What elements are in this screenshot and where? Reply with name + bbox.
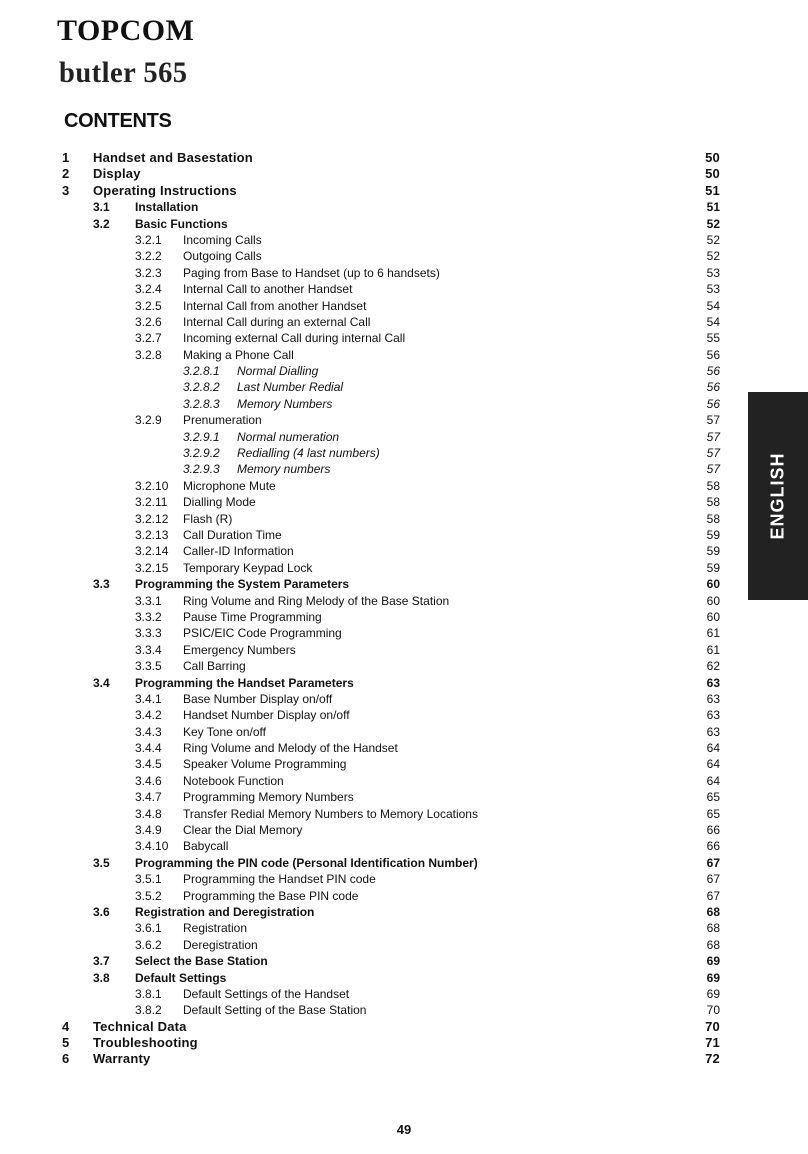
toc-entry bbox=[62, 773, 720, 789]
toc-entry-title: Temporary Keypad Lock bbox=[183, 560, 313, 575]
toc-entry bbox=[62, 396, 720, 412]
page-number: 49 bbox=[396, 1122, 412, 1137]
table-of-contents bbox=[62, 150, 720, 1068]
toc-entry-number: 3.3.4 bbox=[135, 642, 162, 657]
company-logo: TOPCOM bbox=[57, 14, 195, 47]
toc-entry-page: 58 bbox=[706, 495, 720, 510]
toc-entry-page: 64 bbox=[706, 757, 720, 772]
toc-entry-number: 3.2.3 bbox=[135, 265, 162, 280]
toc-entry-title: Incoming Calls bbox=[183, 232, 262, 247]
toc-entry-number: 3.2.8.1 bbox=[183, 364, 220, 379]
toc-entry-number: 3.2.9.2 bbox=[183, 446, 220, 461]
toc-entry-page: 53 bbox=[706, 282, 720, 297]
toc-entry-title: Default Settings bbox=[135, 970, 227, 985]
toc-entry-page: 57 bbox=[706, 462, 720, 477]
toc-entry-page: 50 bbox=[705, 150, 720, 165]
toc-entry-number: 3.2.8 bbox=[135, 347, 162, 362]
toc-entry-page: 66 bbox=[706, 823, 720, 838]
toc-entry-title: Notebook Function bbox=[183, 773, 284, 788]
toc-entry-number: 3.2.9.1 bbox=[183, 429, 220, 444]
toc-entry-page: 68 bbox=[706, 937, 720, 952]
toc-entry bbox=[62, 216, 720, 232]
toc-entry bbox=[62, 379, 720, 395]
toc-entry-number: 3.2.13 bbox=[135, 527, 169, 542]
toc-entry-title: Programming the System Parameters bbox=[135, 577, 350, 592]
toc-entry bbox=[62, 756, 720, 772]
toc-entry bbox=[62, 527, 720, 543]
toc-entry bbox=[62, 363, 720, 379]
toc-entry-title: Internal Call during an external Call bbox=[183, 314, 371, 329]
toc-entry-page: 62 bbox=[706, 659, 720, 674]
toc-entry-number: 3.2.8.3 bbox=[183, 396, 220, 411]
toc-entry-page: 59 bbox=[706, 560, 720, 575]
toc-entry bbox=[62, 281, 720, 297]
toc-entry-number: 3.5 bbox=[93, 855, 110, 870]
toc-entry-number: 3.2.8.2 bbox=[183, 380, 220, 395]
toc-entry bbox=[62, 986, 720, 1002]
toc-entry-number: 3.4.10 bbox=[135, 839, 169, 854]
brand-logo bbox=[57, 14, 197, 94]
toc-entry-number: 3.2.9 bbox=[135, 413, 162, 428]
toc-entry-number: 3.2.1 bbox=[135, 232, 162, 247]
toc-entry-title: Paging from Base to Handset (up to 6 handsets) bbox=[183, 265, 440, 280]
toc-entry-title: Programming the Base PIN code bbox=[183, 888, 359, 903]
toc-entry bbox=[62, 347, 720, 363]
toc-entry-title: Programming the Handset Parameters bbox=[135, 675, 354, 690]
toc-entry-number: 3.2.5 bbox=[135, 298, 162, 313]
toc-entry bbox=[62, 675, 720, 691]
toc-entry-number: 3.7 bbox=[93, 954, 110, 969]
toc-entry-number: 1 bbox=[62, 150, 70, 165]
toc-entry-page: 56 bbox=[706, 347, 720, 362]
toc-entry-page: 55 bbox=[706, 331, 720, 346]
toc-entry bbox=[62, 560, 720, 576]
toc-entry-page: 63 bbox=[706, 724, 720, 739]
toc-entry-page: 69 bbox=[706, 970, 720, 985]
toc-entry bbox=[62, 265, 720, 281]
toc-entry-title: Call Duration Time bbox=[183, 527, 282, 542]
toc-entry-page: 71 bbox=[705, 1035, 720, 1051]
toc-entry-number: 3.4.5 bbox=[135, 757, 162, 772]
toc-entry-number: 3.5.1 bbox=[135, 872, 162, 887]
toc-entry-page: 68 bbox=[706, 921, 720, 936]
toc-entry bbox=[62, 789, 720, 805]
toc-entry-number: 6 bbox=[62, 1051, 70, 1067]
toc-entry-page: 50 bbox=[705, 166, 720, 182]
toc-entry-title: Flash (R) bbox=[183, 511, 233, 526]
toc-entry-page: 59 bbox=[706, 527, 720, 542]
toc-entry-title: Memory Numbers bbox=[237, 396, 333, 411]
toc-entry-title: Emergency Numbers bbox=[183, 642, 296, 657]
toc-entry bbox=[62, 593, 720, 609]
toc-entry-page: 65 bbox=[706, 806, 720, 821]
toc-entry-number: 3.1 bbox=[93, 200, 110, 215]
toc-entry-number: 5 bbox=[62, 1035, 70, 1051]
toc-entry bbox=[62, 461, 720, 477]
toc-entry-number: 3.2.7 bbox=[135, 331, 162, 346]
toc-entry bbox=[62, 920, 720, 936]
toc-entry-title: Registration bbox=[183, 921, 248, 936]
toc-entry-title: Display bbox=[93, 166, 141, 182]
toc-entry bbox=[62, 478, 720, 494]
toc-entry-page: 65 bbox=[706, 790, 720, 805]
toc-entry bbox=[62, 232, 720, 248]
toc-entry-number: 3.6 bbox=[93, 904, 110, 919]
toc-entry-page: 60 bbox=[706, 609, 720, 624]
toc-entry-title: Default Settings of the Handset bbox=[183, 986, 350, 1001]
toc-entry-number: 3.6.2 bbox=[135, 937, 162, 952]
toc-entry-title: Technical Data bbox=[93, 1018, 187, 1034]
toc-entry bbox=[62, 855, 720, 871]
toc-entry bbox=[62, 330, 720, 346]
toc-entry-title: Normal numeration bbox=[237, 429, 340, 444]
toc-entry-title: Speaker Volume Programming bbox=[183, 757, 347, 772]
toc-entry bbox=[62, 822, 720, 838]
toc-entry-title: Normal Dialling bbox=[237, 364, 319, 379]
toc-entry-title: Installation bbox=[135, 200, 199, 215]
toc-entry-number: 3.4.4 bbox=[135, 741, 162, 756]
toc-entry bbox=[62, 543, 720, 559]
toc-entry bbox=[62, 724, 720, 740]
toc-entry-number: 3.3.2 bbox=[135, 609, 162, 624]
toc-entry bbox=[62, 248, 720, 264]
toc-entry bbox=[62, 904, 720, 920]
toc-entry-page: 66 bbox=[706, 839, 720, 854]
toc-entry-title: Incoming external Call during internal Call bbox=[183, 331, 406, 346]
toc-entry-number: 3.2.12 bbox=[135, 511, 169, 526]
toc-entry-page: 67 bbox=[706, 855, 720, 870]
toc-entry-page: 56 bbox=[706, 364, 720, 379]
toc-entry-page: 67 bbox=[706, 872, 720, 887]
toc-entry-page: 57 bbox=[706, 413, 720, 428]
toc-entry-number: 3.4.8 bbox=[135, 806, 162, 821]
toc-entry-title: Programming Memory Numbers bbox=[183, 790, 354, 805]
toc-entry-page: 51 bbox=[705, 182, 720, 198]
toc-entry bbox=[62, 691, 720, 707]
toc-entry-page: 63 bbox=[706, 691, 720, 706]
toc-entry bbox=[62, 494, 720, 510]
toc-entry-page: 54 bbox=[706, 314, 720, 329]
toc-entry-title: Ring Volume and Melody of the Handset bbox=[183, 741, 398, 756]
toc-entry bbox=[62, 412, 720, 428]
toc-entry bbox=[62, 1035, 720, 1051]
toc-entry-number: 3 bbox=[62, 182, 70, 198]
toc-entry-number: 3.4.6 bbox=[135, 773, 162, 788]
toc-entry-page: 68 bbox=[706, 904, 720, 919]
toc-entry-page: 58 bbox=[706, 478, 720, 493]
toc-entry-page: 56 bbox=[706, 380, 720, 395]
toc-entry-title: Key Tone on/off bbox=[183, 724, 266, 739]
toc-entry-title: Internal Call to another Handset bbox=[183, 282, 353, 297]
toc-entry bbox=[62, 740, 720, 756]
toc-entry-page: 69 bbox=[706, 986, 720, 1001]
toc-entry-number: 3.2.2 bbox=[135, 249, 162, 264]
toc-entry-title: Redialling (4 last numbers) bbox=[237, 446, 380, 461]
toc-entry-number: 3.6.1 bbox=[135, 921, 162, 936]
language-tab-label: ENGLISH bbox=[767, 452, 788, 540]
model-logo: butler 565 bbox=[59, 56, 188, 89]
toc-entry-number: 3.4.7 bbox=[135, 790, 162, 805]
toc-entry bbox=[62, 937, 720, 953]
toc-entry-number: 4 bbox=[62, 1018, 70, 1034]
toc-entry-number: 3.2.14 bbox=[135, 544, 169, 559]
toc-entry-number: 3.2 bbox=[93, 216, 110, 231]
toc-entry-page: 51 bbox=[706, 200, 720, 215]
toc-entry-page: 69 bbox=[706, 954, 720, 969]
toc-entry-number: 3.8.2 bbox=[135, 1003, 162, 1018]
toc-entry-number: 3.3 bbox=[93, 577, 110, 592]
toc-entry bbox=[62, 511, 720, 527]
toc-entry bbox=[62, 838, 720, 854]
toc-entry-number: 3.4.9 bbox=[135, 823, 162, 838]
toc-entry-page: 59 bbox=[706, 544, 720, 559]
toc-entry bbox=[62, 199, 720, 215]
toc-entry-number: 3.4.3 bbox=[135, 724, 162, 739]
toc-entry-number: 3.2.9.3 bbox=[183, 462, 220, 477]
toc-entry-number: 3.2.11 bbox=[135, 495, 168, 510]
toc-entry-title: Troubleshooting bbox=[93, 1035, 198, 1051]
toc-entry-page: 63 bbox=[706, 675, 720, 690]
toc-entry bbox=[62, 970, 720, 986]
toc-entry-title: Microphone Mute bbox=[183, 478, 276, 493]
toc-entry-page: 54 bbox=[706, 298, 720, 313]
toc-entry bbox=[62, 707, 720, 723]
toc-entry-page: 57 bbox=[706, 429, 720, 444]
toc-entry-number: 3.3.5 bbox=[135, 659, 162, 674]
toc-entry-page: 70 bbox=[705, 1018, 720, 1034]
toc-entry-number: 3.2.4 bbox=[135, 282, 162, 297]
toc-entry-page: 57 bbox=[706, 446, 720, 461]
toc-entry-page: 52 bbox=[706, 232, 720, 247]
toc-entry-title: Ring Volume and Ring Melody of the Base Station bbox=[183, 593, 450, 608]
toc-entry-title: Pause Time Programming bbox=[183, 609, 322, 624]
toc-entry-number: 3.2.15 bbox=[135, 560, 169, 575]
toc-entry-number: 3.3.3 bbox=[135, 626, 162, 641]
toc-entry-page: 64 bbox=[706, 773, 720, 788]
page-title: CONTENTS bbox=[64, 110, 172, 132]
toc-entry-title: Warranty bbox=[93, 1051, 151, 1067]
toc-entry bbox=[62, 1019, 720, 1035]
toc-entry-title: Babycall bbox=[183, 839, 229, 854]
toc-entry-number: 3.8.1 bbox=[135, 986, 162, 1001]
toc-entry bbox=[62, 1051, 720, 1067]
toc-entry-title: Memory numbers bbox=[237, 462, 331, 477]
toc-entry-title: Transfer Redial Memory Numbers to Memory Locations bbox=[183, 806, 478, 821]
toc-entry-title: Internal Call from another Handset bbox=[183, 298, 367, 313]
toc-entry-page: 52 bbox=[706, 216, 720, 231]
toc-entry bbox=[62, 806, 720, 822]
toc-entry bbox=[62, 445, 720, 461]
toc-entry-title: Caller-ID Information bbox=[183, 544, 294, 559]
toc-entry bbox=[62, 888, 720, 904]
toc-entry bbox=[62, 1002, 720, 1018]
toc-entry bbox=[62, 871, 720, 887]
toc-entry-page: 72 bbox=[705, 1051, 720, 1067]
toc-entry-title: Basic Functions bbox=[135, 216, 228, 231]
toc-entry bbox=[62, 314, 720, 330]
toc-entry bbox=[62, 658, 720, 674]
toc-entry-page: 67 bbox=[706, 888, 720, 903]
toc-entry-number: 3.4 bbox=[93, 675, 110, 690]
toc-entry-title: Making a Phone Call bbox=[183, 347, 294, 362]
toc-entry-page: 52 bbox=[706, 249, 720, 264]
toc-entry bbox=[62, 953, 720, 969]
toc-entry-number: 2 bbox=[62, 166, 70, 182]
toc-entry-page: 60 bbox=[706, 577, 720, 592]
toc-entry-page: 70 bbox=[706, 1003, 720, 1018]
toc-entry-number: 3.4.2 bbox=[135, 708, 162, 723]
toc-entry-number: 3.2.6 bbox=[135, 314, 162, 329]
toc-entry-page: 56 bbox=[706, 396, 720, 411]
toc-entry-page: 64 bbox=[706, 741, 720, 756]
toc-entry bbox=[62, 429, 720, 445]
toc-entry-page: 61 bbox=[706, 626, 720, 641]
toc-entry-title: Last Number Redial bbox=[237, 380, 344, 395]
toc-entry bbox=[62, 609, 720, 625]
toc-entry bbox=[62, 150, 720, 166]
toc-entry-title: Select the Base Station bbox=[135, 954, 268, 969]
toc-entry-page: 53 bbox=[706, 265, 720, 280]
toc-entry-title: Registration and Deregistration bbox=[135, 904, 315, 919]
toc-entry bbox=[62, 642, 720, 658]
toc-entry-number: 3.2.10 bbox=[135, 478, 169, 493]
language-tab bbox=[748, 392, 808, 600]
toc-entry-page: 60 bbox=[706, 593, 720, 608]
toc-entry-number: 3.3.1 bbox=[135, 593, 162, 608]
toc-entry bbox=[62, 576, 720, 592]
toc-entry bbox=[62, 625, 720, 641]
toc-entry-title: Prenumeration bbox=[183, 413, 262, 428]
toc-entry-title: Dialling Mode bbox=[183, 495, 256, 510]
toc-entry-number: 3.8 bbox=[93, 970, 110, 985]
toc-entry-page: 63 bbox=[706, 708, 720, 723]
toc-entry-title: Operating Instructions bbox=[93, 182, 237, 198]
toc-entry bbox=[62, 298, 720, 314]
toc-entry-title: PSIC/EIC Code Programming bbox=[183, 626, 342, 641]
toc-entry-title: Handset and Basestation bbox=[93, 150, 253, 165]
toc-entry-title: Outgoing Calls bbox=[183, 249, 262, 264]
toc-entry-title: Default Setting of the Base Station bbox=[183, 1003, 367, 1018]
toc-entry-title: Base Number Display on/off bbox=[183, 691, 333, 706]
toc-entry bbox=[62, 166, 720, 182]
toc-entry-number: 3.5.2 bbox=[135, 888, 162, 903]
toc-entry-title: Call Barring bbox=[183, 659, 246, 674]
toc-entry-title: Clear the Dial Memory bbox=[183, 823, 303, 838]
toc-entry bbox=[62, 183, 720, 199]
toc-entry-title: Programming the Handset PIN code bbox=[183, 872, 376, 887]
toc-entry-title: Handset Number Display on/off bbox=[183, 708, 350, 723]
toc-entry-title: Deregistration bbox=[183, 937, 258, 952]
toc-entry-page: 58 bbox=[706, 511, 720, 526]
toc-entry-page: 61 bbox=[706, 642, 720, 657]
toc-entry-title: Programming the PIN code (Personal Identification Number) bbox=[135, 855, 478, 870]
toc-entry-number: 3.4.1 bbox=[135, 691, 162, 706]
